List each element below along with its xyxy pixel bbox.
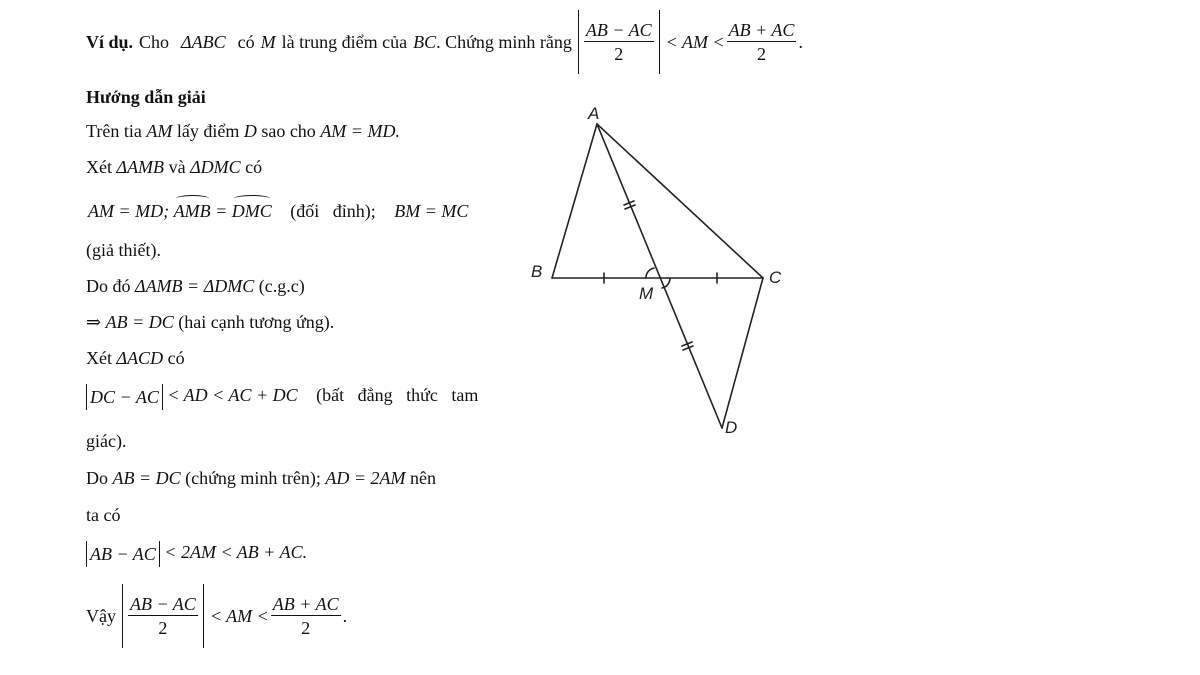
text: (c.g.c) [258, 276, 305, 296]
math: ΔAMB [116, 157, 165, 177]
label-m: M [639, 284, 654, 303]
example-label: Ví dụ. [86, 32, 134, 52]
text: Do đó [86, 276, 131, 296]
text: có [237, 32, 255, 52]
triangle-abc: ΔABC [181, 32, 226, 52]
text: (đối đỉnh); [290, 201, 376, 221]
math: D [243, 121, 257, 141]
solution-heading: Hướng dẫn giải [86, 87, 206, 107]
solution-line-11: ta có [86, 505, 121, 525]
period: . [342, 606, 348, 626]
implies-symbol: ⇒ [86, 312, 102, 332]
angle-amb: AMB [173, 201, 211, 221]
text: là trung điểm của [281, 32, 408, 52]
math: AB = DC [112, 468, 181, 488]
abs-fraction [578, 10, 660, 74]
math: AB = DC [105, 312, 174, 332]
solution-line-8 [86, 384, 478, 410]
math: < AD < AC + DC [167, 385, 298, 406]
text: Trên tia [86, 121, 142, 141]
text: Cho [139, 32, 170, 52]
solution-line-7 [86, 347, 185, 369]
text: Xét [86, 348, 112, 368]
double-tick-md-2 [683, 346, 693, 350]
angle-arc-dmc [662, 278, 670, 288]
inequality-middle: < AM < [209, 606, 269, 626]
numerator: AB − AC [585, 19, 652, 40]
right-fraction [727, 19, 797, 66]
angle-dmc: DMC [231, 201, 272, 221]
segment-ac [597, 124, 763, 278]
math: AD = 2AM [325, 468, 406, 488]
label-a: A [588, 104, 600, 123]
text: có [167, 348, 185, 368]
abs-expression: AB − AC [86, 541, 160, 567]
segment-ab [552, 124, 597, 278]
solution-line-10 [86, 467, 436, 489]
numerator: AB + AC [272, 593, 339, 614]
math: ΔAMB = ΔDMC [135, 276, 255, 296]
denominator: 2 [614, 43, 624, 64]
angle-arc-amb [646, 268, 654, 278]
double-tick-am-1 [624, 201, 634, 205]
numerator: AB − AC [130, 593, 196, 614]
denominator: 2 [757, 43, 767, 64]
abs-expression: DC − AC [86, 384, 163, 410]
solution-line-1 [86, 120, 400, 142]
solution-line-5 [86, 275, 305, 297]
text: (bất đẳng thức tam [316, 385, 479, 406]
text: và [168, 157, 186, 177]
math: BM = MC [394, 201, 469, 221]
label-b: B [531, 262, 543, 281]
text: có [245, 157, 263, 177]
text: . Chứng minh rằng [436, 32, 572, 52]
solution-line-2 [86, 156, 262, 178]
label-c: C [769, 268, 782, 287]
text: nên [410, 468, 437, 488]
math: ΔDMC [190, 157, 241, 177]
double-tick-am-2 [625, 205, 635, 209]
math: = [215, 201, 228, 221]
math: ΔACD [116, 348, 164, 368]
double-tick-md-1 [682, 342, 692, 346]
text: sao cho [261, 121, 316, 141]
math: AM = MD; [88, 201, 170, 221]
solution-line-13 [86, 585, 347, 647]
math: AM [146, 121, 173, 141]
inequality-middle: < AM < [665, 32, 725, 52]
solution-line-9: giác). [86, 431, 127, 451]
problem-statement [86, 17, 803, 67]
solution-line-3 [88, 200, 468, 222]
abs-fraction [122, 584, 204, 648]
solution-line-6 [86, 311, 334, 333]
text: Do [86, 468, 108, 488]
text: (hai cạnh tương ứng). [178, 312, 335, 332]
right-fraction [271, 593, 341, 640]
denominator: 2 [158, 617, 168, 638]
denominator: 2 [301, 617, 311, 638]
segment-ad [597, 124, 722, 428]
math: AM = MD. [320, 121, 400, 141]
text: Xét [86, 157, 112, 177]
math: < 2AM < AB + AC. [164, 542, 308, 563]
text: (chứng minh trên); [185, 468, 321, 488]
segment-cd [722, 278, 763, 428]
text: lấy điểm [176, 121, 240, 141]
numerator: AB + AC [728, 19, 795, 40]
solution-line-4: (giả thiết). [86, 240, 161, 260]
solution-line-12 [86, 541, 307, 567]
text: Vậy [86, 606, 116, 626]
label-d: D [725, 418, 738, 437]
period: . [798, 32, 803, 52]
point-m: M [260, 32, 276, 52]
segment-bc: BC [413, 32, 437, 52]
